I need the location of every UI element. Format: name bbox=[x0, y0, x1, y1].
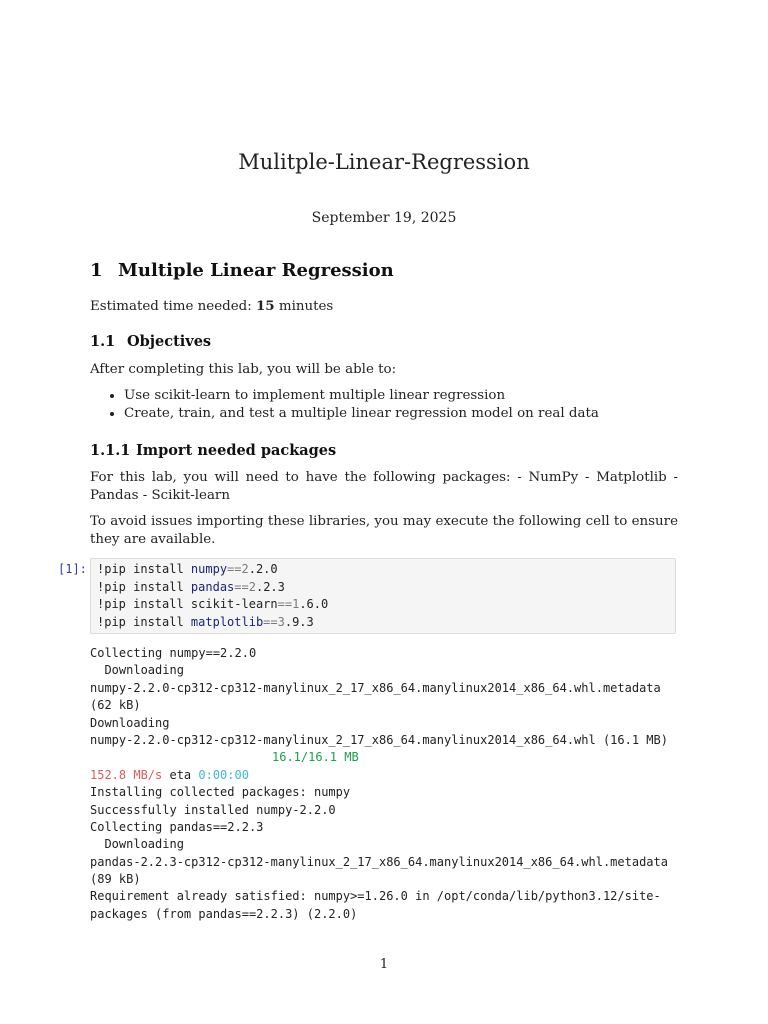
output-line: Successfully installed numpy-2.2.0 bbox=[90, 802, 336, 817]
page-number: 1 bbox=[379, 957, 389, 972]
list-item: • Create, train, and test a multiple linear regression model on real data bbox=[124, 405, 599, 423]
list-item: • Use scikit-learn to implement multiple linear regression bbox=[124, 387, 599, 405]
output-line: packages (from pandas==2.2.3) (2.2.0) bbox=[90, 906, 358, 921]
code-package: matplotlib bbox=[190, 614, 264, 629]
eta-label: eta bbox=[162, 767, 199, 782]
output-line: (89 kB) bbox=[90, 872, 141, 887]
output-line: Requirement already satisfied: numpy>=1.26.0 in /opt/conda/lib/python3.12/site- bbox=[90, 889, 661, 904]
code-version-major: 2 bbox=[248, 579, 256, 594]
code-version-rest: .2.0 bbox=[248, 562, 278, 576]
document-date: September 19, 2025 bbox=[311, 210, 457, 226]
objectives-intro: After completing this lab, you will be able to: bbox=[90, 362, 397, 377]
code-command: !pip install scikit-learn bbox=[97, 597, 278, 611]
output-line bbox=[90, 749, 690, 766]
cell-prompt: [1]: bbox=[58, 562, 87, 576]
code-command: !pip install bbox=[97, 614, 191, 629]
code-package: pandas bbox=[190, 579, 235, 594]
output-line: Collecting numpy==2.2.0 bbox=[90, 646, 257, 660]
subsubsection-title: Import needed packages bbox=[136, 442, 337, 459]
code-line bbox=[97, 614, 669, 632]
output-line: numpy-2.2.0-cp312-cp312-manylinux_2_17_x86_64.manylinux2014_x86_64.whl.metadata bbox=[90, 680, 661, 695]
code-line bbox=[97, 596, 669, 614]
subsection-title: Objectives bbox=[127, 333, 212, 350]
code-package: numpy bbox=[190, 562, 228, 576]
code-version-rest: .9.3 bbox=[284, 614, 314, 629]
code-cell[interactable] bbox=[90, 558, 676, 634]
subsection-heading-objectives bbox=[90, 333, 211, 350]
code-version-major: 3 bbox=[277, 614, 285, 629]
output-line: Downloading bbox=[90, 715, 170, 730]
subsubsection-heading-import bbox=[90, 442, 336, 459]
estimated-time-paragraph bbox=[90, 297, 678, 316]
output-line: Installing collected packages: numpy bbox=[90, 785, 351, 800]
download-speed: 152.8 MB/s bbox=[90, 767, 163, 782]
install-note-paragraph: To avoid issues importing these libraries, you may execute the following cell to ensure they are available. bbox=[90, 514, 678, 547]
output-line: pandas-2.2.3-cp312-cp312-manylinux_2_17_x86_64.manylinux2014_x86_64.whl.metadata bbox=[90, 854, 668, 869]
output-line: Downloading bbox=[90, 837, 184, 852]
cell-output bbox=[90, 645, 690, 923]
code-line bbox=[97, 579, 669, 597]
output-line: numpy-2.2.0-cp312-cp312-manylinux_2_17_x86_64.manylinux2014_x86_64.whl (16.1 MB) bbox=[90, 732, 668, 747]
code-version-major: 2 bbox=[241, 562, 249, 576]
code-line bbox=[97, 561, 669, 579]
code-command: !pip install bbox=[97, 562, 191, 576]
code-version-rest: .6.0 bbox=[299, 597, 329, 611]
section-number: 1 bbox=[90, 260, 103, 281]
estimate-value: 15 bbox=[255, 298, 275, 314]
output-line bbox=[90, 767, 690, 784]
output-line: Downloading bbox=[90, 663, 184, 678]
subsection-number: 1.1 bbox=[90, 333, 116, 350]
code-operator: == bbox=[227, 562, 242, 576]
section-heading-1 bbox=[90, 260, 394, 281]
objectives-list bbox=[90, 387, 599, 423]
estimate-suffix: minutes bbox=[274, 299, 334, 314]
code-version-major: 1 bbox=[292, 597, 300, 611]
code-operator: == bbox=[277, 597, 293, 611]
code-operator: == bbox=[234, 579, 249, 594]
section-title: Multiple Linear Regression bbox=[118, 260, 394, 281]
download-progress: 16.1/16.1 MB bbox=[272, 750, 359, 765]
code-command: !pip install bbox=[97, 579, 191, 594]
document-title: Mulitple-Linear-Regression bbox=[238, 150, 530, 174]
output-line: Collecting pandas==2.2.3 bbox=[90, 819, 264, 834]
output-line: (62 kB) bbox=[90, 698, 141, 713]
code-version-rest: .2.3 bbox=[255, 579, 285, 594]
subsubsection-number: 1.1.1 bbox=[90, 442, 131, 459]
estimate-prefix: Estimated time needed: bbox=[90, 299, 256, 314]
eta-value: 0:00:00 bbox=[198, 767, 249, 782]
packages-paragraph: For this lab, you will need to have the following packages: - NumPy - Matplotlib - Pandas - Scikit-learn bbox=[90, 470, 678, 503]
code-operator: == bbox=[263, 614, 278, 629]
